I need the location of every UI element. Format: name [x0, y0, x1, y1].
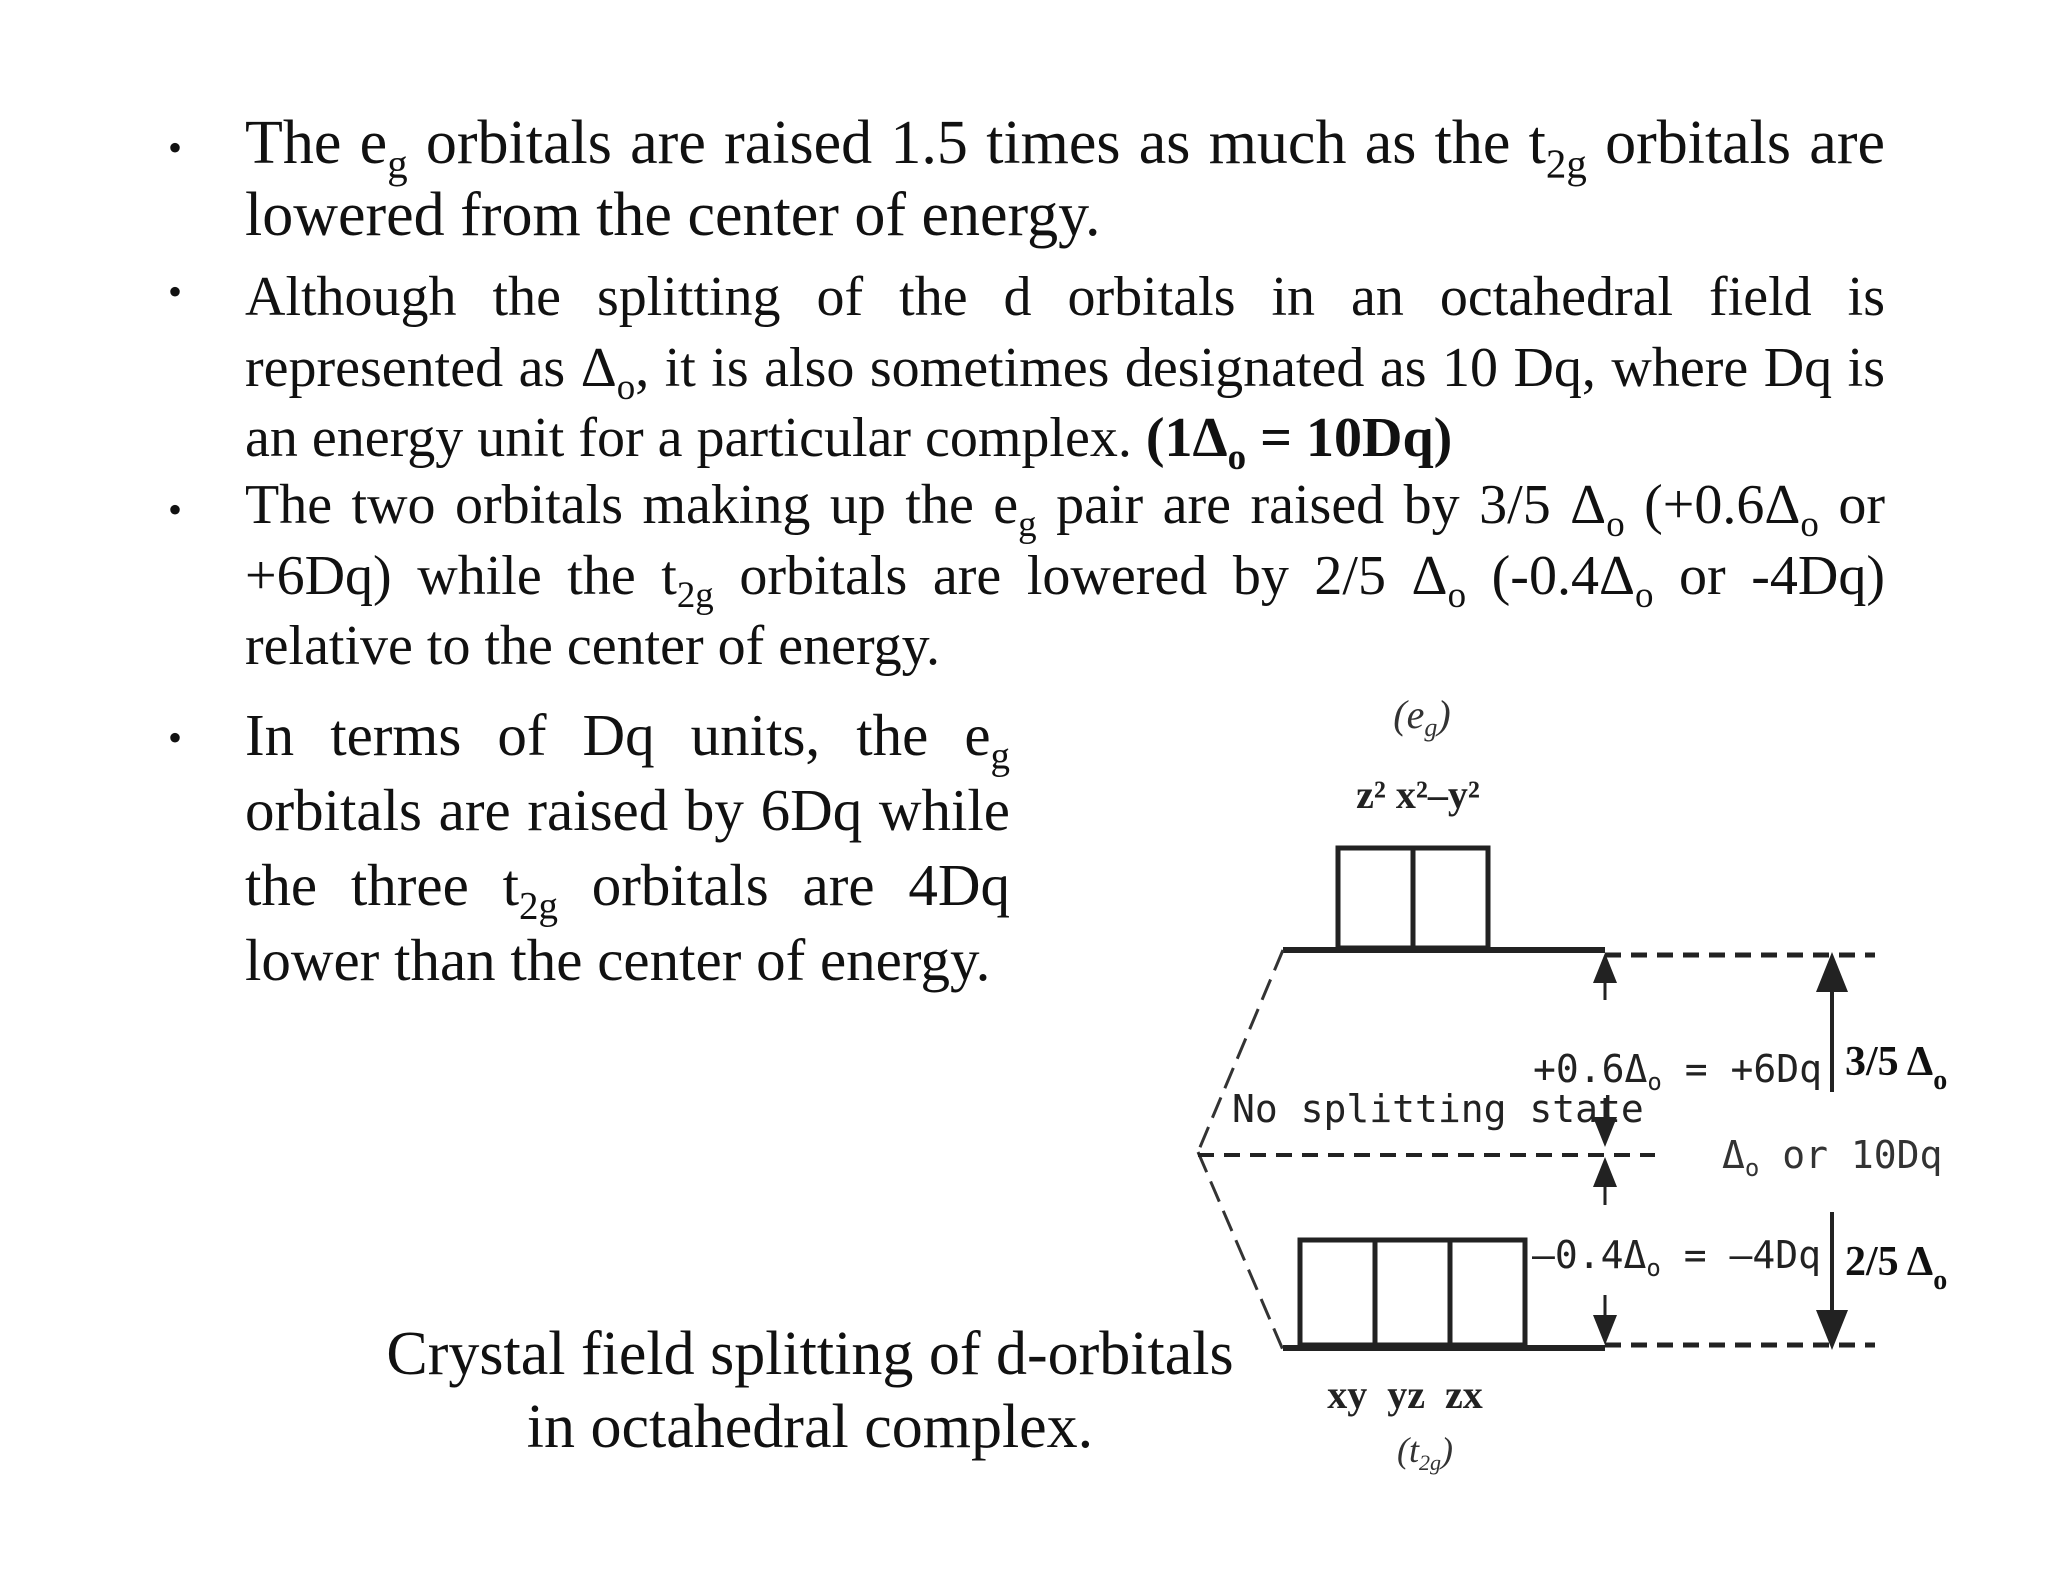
raise-energy-label: $+0.6\Delta_o = +6Dq$ [1533, 1047, 1822, 1096]
bullet-marker: • [168, 715, 183, 760]
t2g-orbital-box [1300, 1240, 1375, 1345]
lower-connector-line [1198, 1152, 1283, 1350]
caption-line-2: in octahedral complex. [526, 1393, 1094, 1462]
eg-orbital-labels: z² x²–y² [1356, 772, 1480, 817]
lower-energy-label: $-0.4\Delta_o = -4Dq$ [1532, 1233, 1821, 1282]
eg-group-label: $(e_g)$ [1393, 692, 1451, 742]
three-fifths-label: 3/5 $\Delta_o$ [1845, 1039, 1948, 1096]
bullet-marker: • [168, 269, 183, 314]
bullet-marker: • [168, 487, 183, 532]
t2g-orbital-box [1375, 1240, 1450, 1345]
eg-orbital-box [1338, 848, 1413, 948]
t2g-orbital-box [1450, 1240, 1525, 1345]
bullet-text-2: Although the splitting of the d orbitals in an octahedral field is represented as $\Delta_o$, it is also sometimes designated as 10 Dq, where Dq is an energy unit for a particular complex. $(1\Delta_o = 10Dq)$ [245, 266, 1885, 478]
eg-orbital-box [1413, 848, 1488, 948]
total-splitting-label: $\Delta_o$ or 10Dq [1722, 1133, 1943, 1182]
caption-line-1: Crystal field splitting of d-orbitals [386, 1320, 1234, 1388]
no-splitting-label: No splitting state [1232, 1087, 1644, 1131]
t2g-orbital-labels: xy yz zx [1327, 1372, 1483, 1417]
bullet-marker: • [168, 125, 183, 170]
t2g-group-label: $(t_{2g})$ [1397, 1430, 1453, 1475]
bullet-text-1: The $e_g$ orbitals are raised 1.5 times as much as the $t_{2g}$ orbitals are lowered from the center of energy. [245, 109, 1885, 249]
bullet-text-4: In terms of Dq units, the $e_g$ orbitals are raised by 6Dq while the three $t_{2g}$ orbitals are 4Dq lower than the center of energy. [245, 702, 1011, 993]
two-fifths-label: 2/5 $\Delta_o$ [1845, 1239, 1948, 1296]
bullet-text-3: The two orbitals making up the $e_g$ pair are raised by 3/5 $\Delta_o$ ($+0.6\Delta_o$ or +6Dq) while the $t_{2g}$ orbitals are lowered by 2/5 $\Delta_o$ ($-0.4\Delta_o$ or -4Dq) relative to the center of energy. [245, 474, 1886, 678]
